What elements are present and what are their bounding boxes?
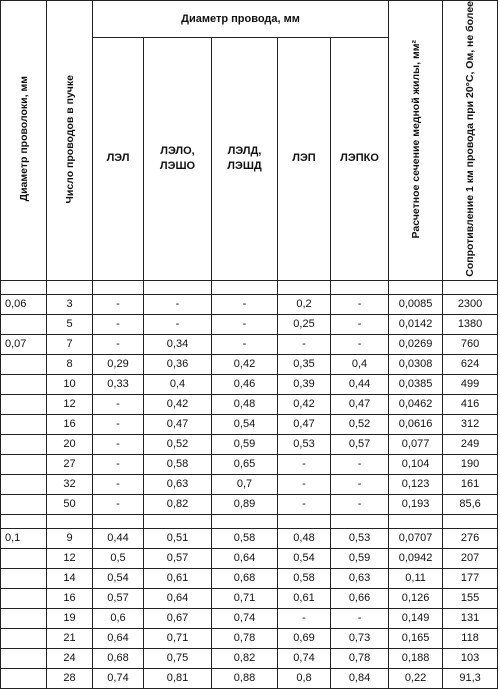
- cell-cross-section: 0,188: [389, 648, 443, 668]
- header-wire-diameter: Диаметр проволоки, мм: [1, 1, 47, 281]
- cell-resistance: 161: [443, 474, 498, 494]
- cell-diameter: 0,82: [144, 494, 212, 514]
- cell-diameter: 0,58: [278, 568, 331, 588]
- cell-diameter: -: [93, 454, 144, 474]
- table-spacer-row: [1, 280, 498, 294]
- cell-resistance: 85,6: [443, 494, 498, 514]
- table-row: [1, 568, 498, 588]
- cell-diameter: -: [93, 334, 144, 354]
- cell-diameter: 0,2: [278, 294, 331, 314]
- table-row: [1, 474, 498, 494]
- cell-diameter: 0,35: [278, 354, 331, 374]
- cell-diameter: 0,39: [278, 374, 331, 394]
- cell-diameter: 0,74: [93, 668, 144, 688]
- cell-diameter: 0,42: [278, 394, 331, 414]
- cell-cross-section: 0,0462: [389, 394, 443, 414]
- header-type-lel: ЛЭЛ: [93, 37, 144, 280]
- cell-diameter: 0,58: [144, 454, 212, 474]
- cell-cross-section: 0,0269: [389, 334, 443, 354]
- cell-wire-diameter: [1, 434, 47, 454]
- cell-diameter: 0,4: [331, 354, 389, 374]
- cell-cross-section: 0,077: [389, 434, 443, 454]
- cell-diameter: 0,63: [144, 474, 212, 494]
- cell-wire-diameter: [1, 568, 47, 588]
- cell-wire-count: 8: [47, 354, 93, 374]
- cell-diameter: 0,44: [331, 374, 389, 394]
- cell-wire-diameter: [1, 588, 47, 608]
- table-header: [1, 1, 498, 281]
- header-wire-count: Число проводов в пучке: [47, 1, 93, 281]
- cell-diameter: 0,57: [331, 434, 389, 454]
- cell-diameter: 0,67: [144, 608, 212, 628]
- cell-diameter: 0,44: [93, 528, 144, 548]
- cell-wire-diameter: [1, 474, 47, 494]
- cell-wire-count: 50: [47, 494, 93, 514]
- cell-diameter: -: [93, 474, 144, 494]
- cell-diameter: 0,63: [331, 568, 389, 588]
- cell-resistance: 312: [443, 414, 498, 434]
- cell-diameter: -: [278, 454, 331, 474]
- cell-wire-count: 16: [47, 588, 93, 608]
- cell-diameter: 0,66: [331, 588, 389, 608]
- cell-diameter: 0,57: [93, 588, 144, 608]
- cell-diameter: 0,64: [144, 588, 212, 608]
- header-type-lep: ЛЭП: [278, 37, 331, 280]
- cell-diameter: 0,75: [144, 648, 212, 668]
- cell-resistance: 207: [443, 548, 498, 568]
- cell-wire-diameter: [1, 374, 47, 394]
- cell-diameter: -: [331, 608, 389, 628]
- cell-wire-count: 10: [47, 374, 93, 394]
- cell-wire-count: 3: [47, 294, 93, 314]
- cell-wire-diameter: [1, 314, 47, 334]
- table-body: [1, 280, 498, 688]
- cell-wire-diameter: [1, 354, 47, 374]
- cell-diameter: 0,59: [212, 434, 278, 454]
- cell-resistance: 249: [443, 434, 498, 454]
- cell-diameter: 0,78: [212, 628, 278, 648]
- cell-wire-diameter: [1, 608, 47, 628]
- cell-wire-count: 20: [47, 434, 93, 454]
- cell-diameter: 0,82: [212, 648, 278, 668]
- cell-diameter: 0,58: [212, 528, 278, 548]
- cell-diameter: -: [93, 494, 144, 514]
- cell-diameter: -: [331, 474, 389, 494]
- cell-diameter: 0,54: [212, 414, 278, 434]
- cell-wire-diameter: [1, 628, 47, 648]
- cell-diameter: 0,73: [331, 628, 389, 648]
- cell-diameter: -: [331, 454, 389, 474]
- cell-diameter: 0,36: [144, 354, 212, 374]
- cell-wire-diameter: [1, 494, 47, 514]
- cell-diameter: -: [93, 314, 144, 334]
- cell-cross-section: 0,11: [389, 568, 443, 588]
- cell-diameter: 0,84: [331, 668, 389, 688]
- cell-diameter: -: [93, 394, 144, 414]
- cell-wire-diameter: 0,07: [1, 334, 47, 354]
- cell-diameter: 0,5: [93, 548, 144, 568]
- cell-resistance: 416: [443, 394, 498, 414]
- cell-diameter: 0,64: [93, 628, 144, 648]
- cell-diameter: 0,61: [278, 588, 331, 608]
- cell-diameter: -: [93, 414, 144, 434]
- cell-diameter: 0,7: [212, 474, 278, 494]
- cell-wire-count: 12: [47, 394, 93, 414]
- cell-diameter: -: [212, 334, 278, 354]
- cell-diameter: 0,57: [144, 548, 212, 568]
- cell-diameter: 0,29: [93, 354, 144, 374]
- table-row: [1, 588, 498, 608]
- cell-resistance: 177: [443, 568, 498, 588]
- cell-wire-count: 12: [47, 548, 93, 568]
- table-row: [1, 608, 498, 628]
- cell-diameter: 0,52: [144, 434, 212, 454]
- cell-diameter: -: [212, 294, 278, 314]
- table-row: [1, 294, 498, 314]
- cell-diameter: 0,71: [144, 628, 212, 648]
- table-row: [1, 548, 498, 568]
- header-resistance: Сопротивление 1 км провода при 20°С, Ом, не более: [443, 1, 498, 281]
- cell-resistance: 190: [443, 454, 498, 474]
- cell-diameter: 0,71: [212, 588, 278, 608]
- cell-wire-count: 24: [47, 648, 93, 668]
- cell-diameter: 0,48: [212, 394, 278, 414]
- cell-diameter: 0,89: [212, 494, 278, 514]
- cell-wire-count: 27: [47, 454, 93, 474]
- cell-diameter: -: [331, 494, 389, 514]
- cell-cross-section: 0,0707: [389, 528, 443, 548]
- cell-cross-section: 0,0142: [389, 314, 443, 334]
- cell-diameter: -: [212, 314, 278, 334]
- cell-diameter: 0,48: [278, 528, 331, 548]
- cell-cross-section: 0,0385: [389, 374, 443, 394]
- cell-wire-diameter: [1, 394, 47, 414]
- cell-cross-section: 0,165: [389, 628, 443, 648]
- cell-diameter: 0,8: [278, 668, 331, 688]
- cell-cross-section: 0,0616: [389, 414, 443, 434]
- cell-diameter: -: [278, 608, 331, 628]
- cell-resistance: 131: [443, 608, 498, 628]
- cell-diameter: 0,6: [93, 608, 144, 628]
- cell-diameter: -: [144, 294, 212, 314]
- cell-diameter: -: [331, 314, 389, 334]
- cell-cross-section: 0,193: [389, 494, 443, 514]
- cell-diameter: 0,65: [212, 454, 278, 474]
- cell-diameter: 0,69: [278, 628, 331, 648]
- table-row: [1, 648, 498, 668]
- cell-wire-count: 32: [47, 474, 93, 494]
- cell-cross-section: 0,22: [389, 668, 443, 688]
- cell-diameter: 0,47: [331, 394, 389, 414]
- cell-wire-diameter: 0,1: [1, 528, 47, 548]
- cell-wire-diameter: [1, 454, 47, 474]
- cell-diameter: -: [331, 334, 389, 354]
- cell-diameter: 0,51: [144, 528, 212, 548]
- cell-diameter: -: [278, 494, 331, 514]
- cell-diameter: 0,46: [212, 374, 278, 394]
- table-row: [1, 334, 498, 354]
- cell-wire-diameter: [1, 414, 47, 434]
- cell-resistance: 155: [443, 588, 498, 608]
- cell-resistance: 624: [443, 354, 498, 374]
- table-spacer-row: [1, 514, 498, 528]
- cell-diameter: 0,61: [144, 568, 212, 588]
- header-diameter-group: Диаметр провода, мм: [93, 1, 389, 38]
- cell-diameter: -: [93, 434, 144, 454]
- cell-diameter: 0,59: [331, 548, 389, 568]
- cell-cross-section: 0,149: [389, 608, 443, 628]
- cell-diameter: 0,54: [93, 568, 144, 588]
- cell-diameter: 0,47: [278, 414, 331, 434]
- cell-diameter: 0,34: [144, 334, 212, 354]
- cell-diameter: 0,78: [331, 648, 389, 668]
- cell-resistance: 91,3: [443, 668, 498, 688]
- cell-diameter: -: [331, 294, 389, 314]
- cell-resistance: 276: [443, 528, 498, 548]
- cell-wire-count: 16: [47, 414, 93, 434]
- cell-diameter: 0,88: [212, 668, 278, 688]
- cell-diameter: 0,4: [144, 374, 212, 394]
- cell-diameter: -: [278, 474, 331, 494]
- cell-diameter: -: [93, 294, 144, 314]
- cell-wire-count: 21: [47, 628, 93, 648]
- cell-cross-section: 0,0942: [389, 548, 443, 568]
- cell-wire-diameter: [1, 668, 47, 688]
- table-row: [1, 528, 498, 548]
- cell-diameter: 0,68: [212, 568, 278, 588]
- cell-wire-count: 7: [47, 334, 93, 354]
- cell-wire-count: 9: [47, 528, 93, 548]
- cell-diameter: 0,42: [144, 394, 212, 414]
- cell-wire-count: 19: [47, 608, 93, 628]
- header-cross-section: Расчетное сечение медной жилы, мм²: [389, 1, 443, 281]
- cell-wire-count: 28: [47, 668, 93, 688]
- cell-resistance: 2300: [443, 294, 498, 314]
- cell-resistance: 760: [443, 334, 498, 354]
- header-type-lepko: ЛЭПКО: [331, 37, 389, 280]
- cell-resistance: 118: [443, 628, 498, 648]
- cell-cross-section: 0,104: [389, 454, 443, 474]
- cell-wire-count: 5: [47, 314, 93, 334]
- cell-diameter: -: [144, 314, 212, 334]
- cell-cross-section: 0,0085: [389, 294, 443, 314]
- table-row: [1, 454, 498, 474]
- header-type-leld: ЛЭЛД, ЛЭШД: [212, 37, 278, 280]
- cell-diameter: 0,53: [278, 434, 331, 454]
- cell-resistance: 103: [443, 648, 498, 668]
- cell-wire-count: 14: [47, 568, 93, 588]
- table-row: [1, 374, 498, 394]
- cell-resistance: 1380: [443, 314, 498, 334]
- cell-diameter: 0,74: [212, 608, 278, 628]
- cell-cross-section: 0,0308: [389, 354, 443, 374]
- cell-wire-diameter: [1, 548, 47, 568]
- cell-cross-section: 0,126: [389, 588, 443, 608]
- cell-diameter: 0,47: [144, 414, 212, 434]
- table-row: [1, 494, 498, 514]
- table-row: [1, 314, 498, 334]
- cell-diameter: 0,68: [93, 648, 144, 668]
- cell-diameter: -: [278, 334, 331, 354]
- cell-diameter: 0,42: [212, 354, 278, 374]
- cell-diameter: 0,25: [278, 314, 331, 334]
- cell-diameter: 0,54: [278, 548, 331, 568]
- table-row: [1, 354, 498, 374]
- table-row: [1, 414, 498, 434]
- header-type-lelo: ЛЭЛО, ЛЭШО: [144, 37, 212, 280]
- cell-wire-diameter: 0,06: [1, 294, 47, 314]
- cell-cross-section: 0,123: [389, 474, 443, 494]
- cell-diameter: 0,52: [331, 414, 389, 434]
- cell-diameter: 0,33: [93, 374, 144, 394]
- cell-diameter: 0,53: [331, 528, 389, 548]
- table-row: [1, 434, 498, 454]
- cell-diameter: 0,64: [212, 548, 278, 568]
- table-row: [1, 668, 498, 688]
- table-row: [1, 394, 498, 414]
- table-row: [1, 628, 498, 648]
- cell-diameter: 0,81: [144, 668, 212, 688]
- cell-wire-diameter: [1, 648, 47, 668]
- cell-resistance: 499: [443, 374, 498, 394]
- cell-diameter: 0,74: [278, 648, 331, 668]
